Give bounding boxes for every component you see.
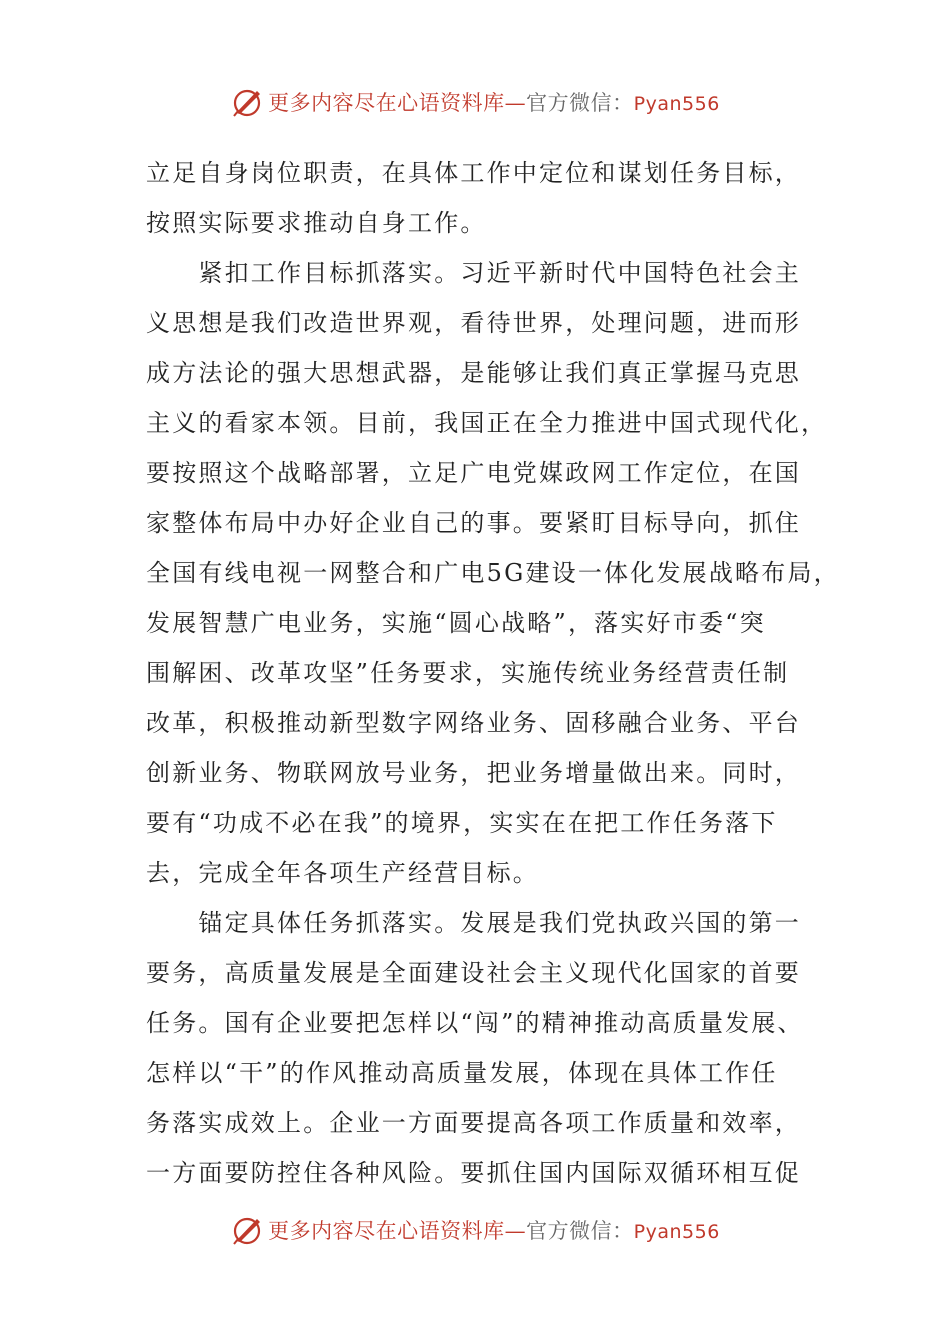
watermark-main: 更多内容尽在心语资料库 (268, 1219, 505, 1243)
text-line: 家整体布局中办好企业自己的事。要紧盯目标导向，抓住 (146, 509, 801, 537)
text-line: 怎样以“干”的作风推动高质量发展，体现在具体工作任 (146, 1059, 778, 1087)
text-line: 任务。国有企业要把怎样以“闯”的精神推动高质量发展、 (146, 1009, 804, 1037)
text-line: 义思想是我们改造世界观，看待世界，处理问题，进而形 (146, 309, 801, 337)
watermark-dash: — (504, 1219, 527, 1243)
text-line: 去，完成全年各项生产经营目标。 (146, 859, 539, 887)
text-line: 创新业务、物联网放号业务，把业务增量做出来。同时， (146, 759, 801, 787)
watermark-label: 官方微信： (526, 1219, 634, 1243)
watermark-main: 更多内容尽在心语资料库 (268, 91, 505, 115)
text-line: 要有“功成不必在我”的境界，实实在在把工作任务落下 (146, 809, 778, 837)
watermark-label: 官方微信： (526, 91, 634, 115)
document-body (146, 148, 840, 1198)
text-line: 发展智慧广电业务，实施“圆心战略”，落实好市委“突 (146, 609, 766, 637)
header-watermark (0, 82, 950, 122)
text-line: 成方法论的强大思想武器，是能够让我们真正掌握马克思 (146, 359, 801, 387)
text-line: 要务，高质量发展是全面建设社会主义现代化国家的首要 (146, 959, 801, 987)
watermark-wechat-id: Pyan556 (633, 1221, 720, 1243)
watermark-wechat-id: Pyan556 (633, 93, 720, 115)
watermark-text (268, 1215, 720, 1245)
text-line: 围解困、改革攻坚”任务要求，实施传统业务经营责任制 (146, 659, 790, 687)
text-line: 紧扣工作目标抓落实。习近平新时代中国特色社会主 (146, 259, 801, 287)
text-line: 一方面要防控住各种风险。要抓住国内国际双循环相互促 (146, 1159, 801, 1187)
watermark-text (268, 87, 720, 117)
text-line: 改革，积极推动新型数字网络业务、固移融合业务、平台 (146, 709, 801, 737)
text-line: 要按照这个战略部署，立足广电党媒政网工作定位，在国 (146, 459, 801, 487)
quill-pen-circle-icon (230, 85, 264, 119)
text-line: 锚定具体任务抓落实。发展是我们党执政兴国的第一 (146, 909, 801, 937)
footer-watermark (0, 1210, 950, 1250)
quill-pen-circle-icon (230, 1213, 264, 1247)
text-line: 全国有线电视一网整合和广电5G建设一体化发展战略布局， (146, 559, 840, 587)
text-line: 立足自身岗位职责，在具体工作中定位和谋划任务目标， (146, 159, 801, 187)
watermark-dash: — (504, 91, 527, 115)
text-line: 主义的看家本领。目前，我国正在全力推进中国式现代化， (146, 409, 828, 437)
text-line: 按照实际要求推动自身工作。 (146, 209, 487, 237)
text-line: 务落实成效上。企业一方面要提高各项工作质量和效率， (146, 1109, 801, 1137)
